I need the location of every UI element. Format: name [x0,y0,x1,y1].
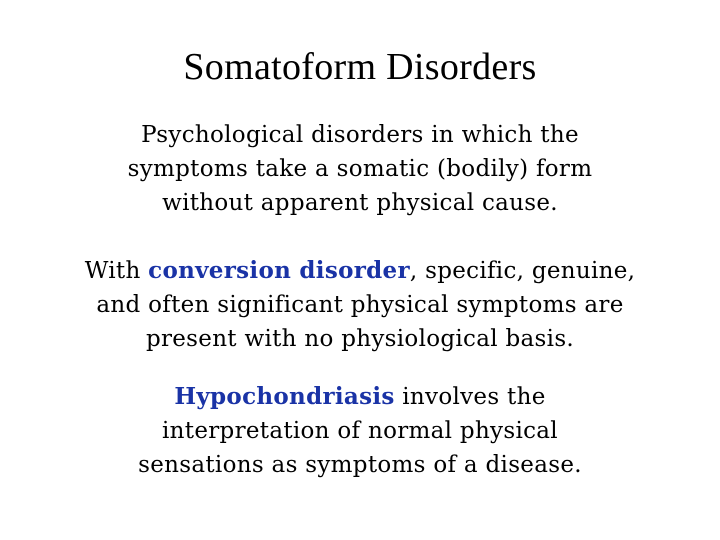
hypochondriasis-term: Hypochondriasis [174,383,395,410]
hypochondriasis-paragraph [60,380,660,482]
slide-title: Somatoform Disorders [183,46,537,88]
conversion-disorder-paragraph [60,254,660,356]
conversion-intro: With [84,258,149,284]
definition-line: symptoms take a somatic (bodily) form [127,156,593,182]
hypochondriasis-line-1 [60,380,660,414]
conversion-line-1 [60,254,660,288]
hypochondriasis-line-1-rest: involves the [394,384,546,410]
hypochondriasis-line-3: sensations as symptoms of a disease. [138,452,582,478]
definition-line: Psychological disorders in which the [141,122,579,148]
conversion-line-1-rest: , specific, genuine, [409,258,636,284]
definition-paragraph [60,118,660,220]
conversion-disorder-term: conversion disorder [148,257,410,284]
hypochondriasis-line-2: interpretation of normal physical [162,418,558,444]
conversion-line-2: and often significant physical symptoms are [96,292,624,318]
conversion-line-3: present with no physiological basis. [145,326,575,352]
definition-line: without apparent physical cause. [162,190,558,216]
